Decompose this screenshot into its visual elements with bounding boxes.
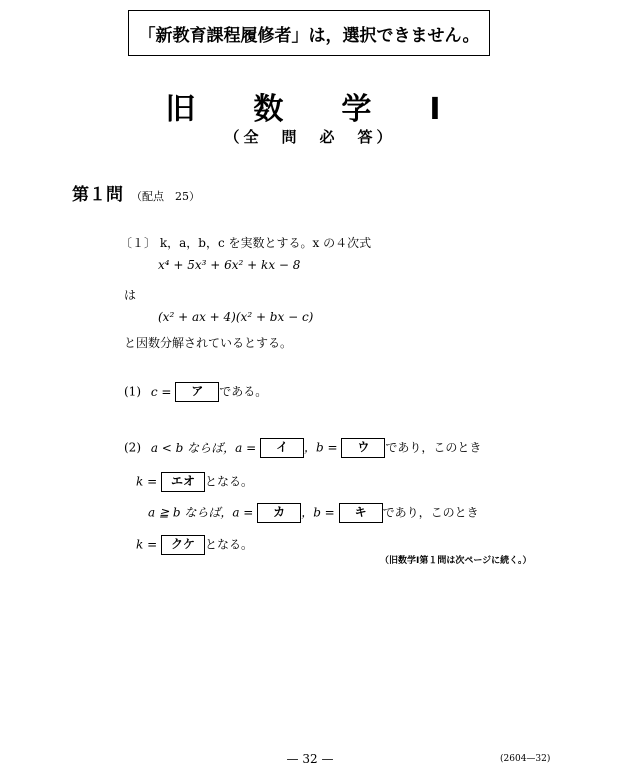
question-points: （配点 25）: [131, 190, 200, 203]
question-heading: [72, 180, 200, 205]
answer-box-ki[interactable]: キ: [339, 503, 383, 523]
answer-box-kuke[interactable]: クケ: [161, 535, 205, 555]
answer-box-i[interactable]: イ: [260, 438, 304, 458]
sub2-b-eq: ，b =: [304, 440, 338, 455]
answer-box-eo[interactable]: エオ: [161, 472, 205, 492]
notice-text: 「新教育課程履修者」は，選択できません。: [138, 25, 480, 46]
polynomial: x⁴ + 5x³ + 6x² + kx − 8: [158, 258, 301, 272]
continuation-note: （旧数学Ⅰ第１問は次ページに続く。）: [380, 556, 532, 566]
notice-box: [128, 10, 490, 56]
sub2-then2: であり，このとき: [382, 505, 479, 520]
sub2-line4: [136, 535, 253, 555]
exam-subtitle: （全 問 必 答）: [224, 128, 396, 146]
sub1-number: (1): [124, 384, 141, 399]
sub2-k-eq2: k =: [136, 537, 158, 552]
part1-intro: k，a，b，c を実数とする。x の４次式: [159, 236, 372, 250]
sub2-naru2: となる。: [204, 537, 253, 552]
page-code: (2604—32): [500, 754, 551, 764]
sub1-rest: である。: [219, 384, 268, 399]
page-number: — 32 —: [286, 752, 334, 766]
sub2-k-eq1: k =: [136, 474, 158, 489]
sub2-cond2: a ≧ b ならば，a =: [148, 505, 254, 520]
sub2-line3: [148, 503, 479, 523]
sub2-line1: [124, 438, 481, 458]
part1-intro-line: [120, 234, 371, 251]
sub2-number: (2): [124, 440, 141, 455]
part1-ha: は: [124, 288, 137, 302]
sub1-line: [124, 382, 267, 402]
question-label: 第１問: [72, 185, 123, 205]
sub2-line2: [136, 472, 253, 492]
part1-label: 〔１〕: [120, 236, 157, 250]
sub2-b-eq2: ，b =: [301, 505, 335, 520]
sub1-lhs: c =: [150, 384, 172, 399]
answer-box-ka[interactable]: カ: [257, 503, 301, 523]
sub2-naru1: となる。: [204, 474, 253, 489]
answer-box-u[interactable]: ウ: [341, 438, 385, 458]
exam-title: 旧 数 学 Ⅰ: [165, 92, 455, 127]
part1-outro: と因数分解されているとする。: [124, 336, 293, 350]
factored-form: (x² + ax + 4)(x² + bx − c): [158, 310, 314, 324]
answer-box-a[interactable]: ア: [175, 382, 219, 402]
sub2-cond1: a < b ならば，a =: [150, 440, 257, 455]
sub2-then1: であり，このとき: [385, 440, 482, 455]
